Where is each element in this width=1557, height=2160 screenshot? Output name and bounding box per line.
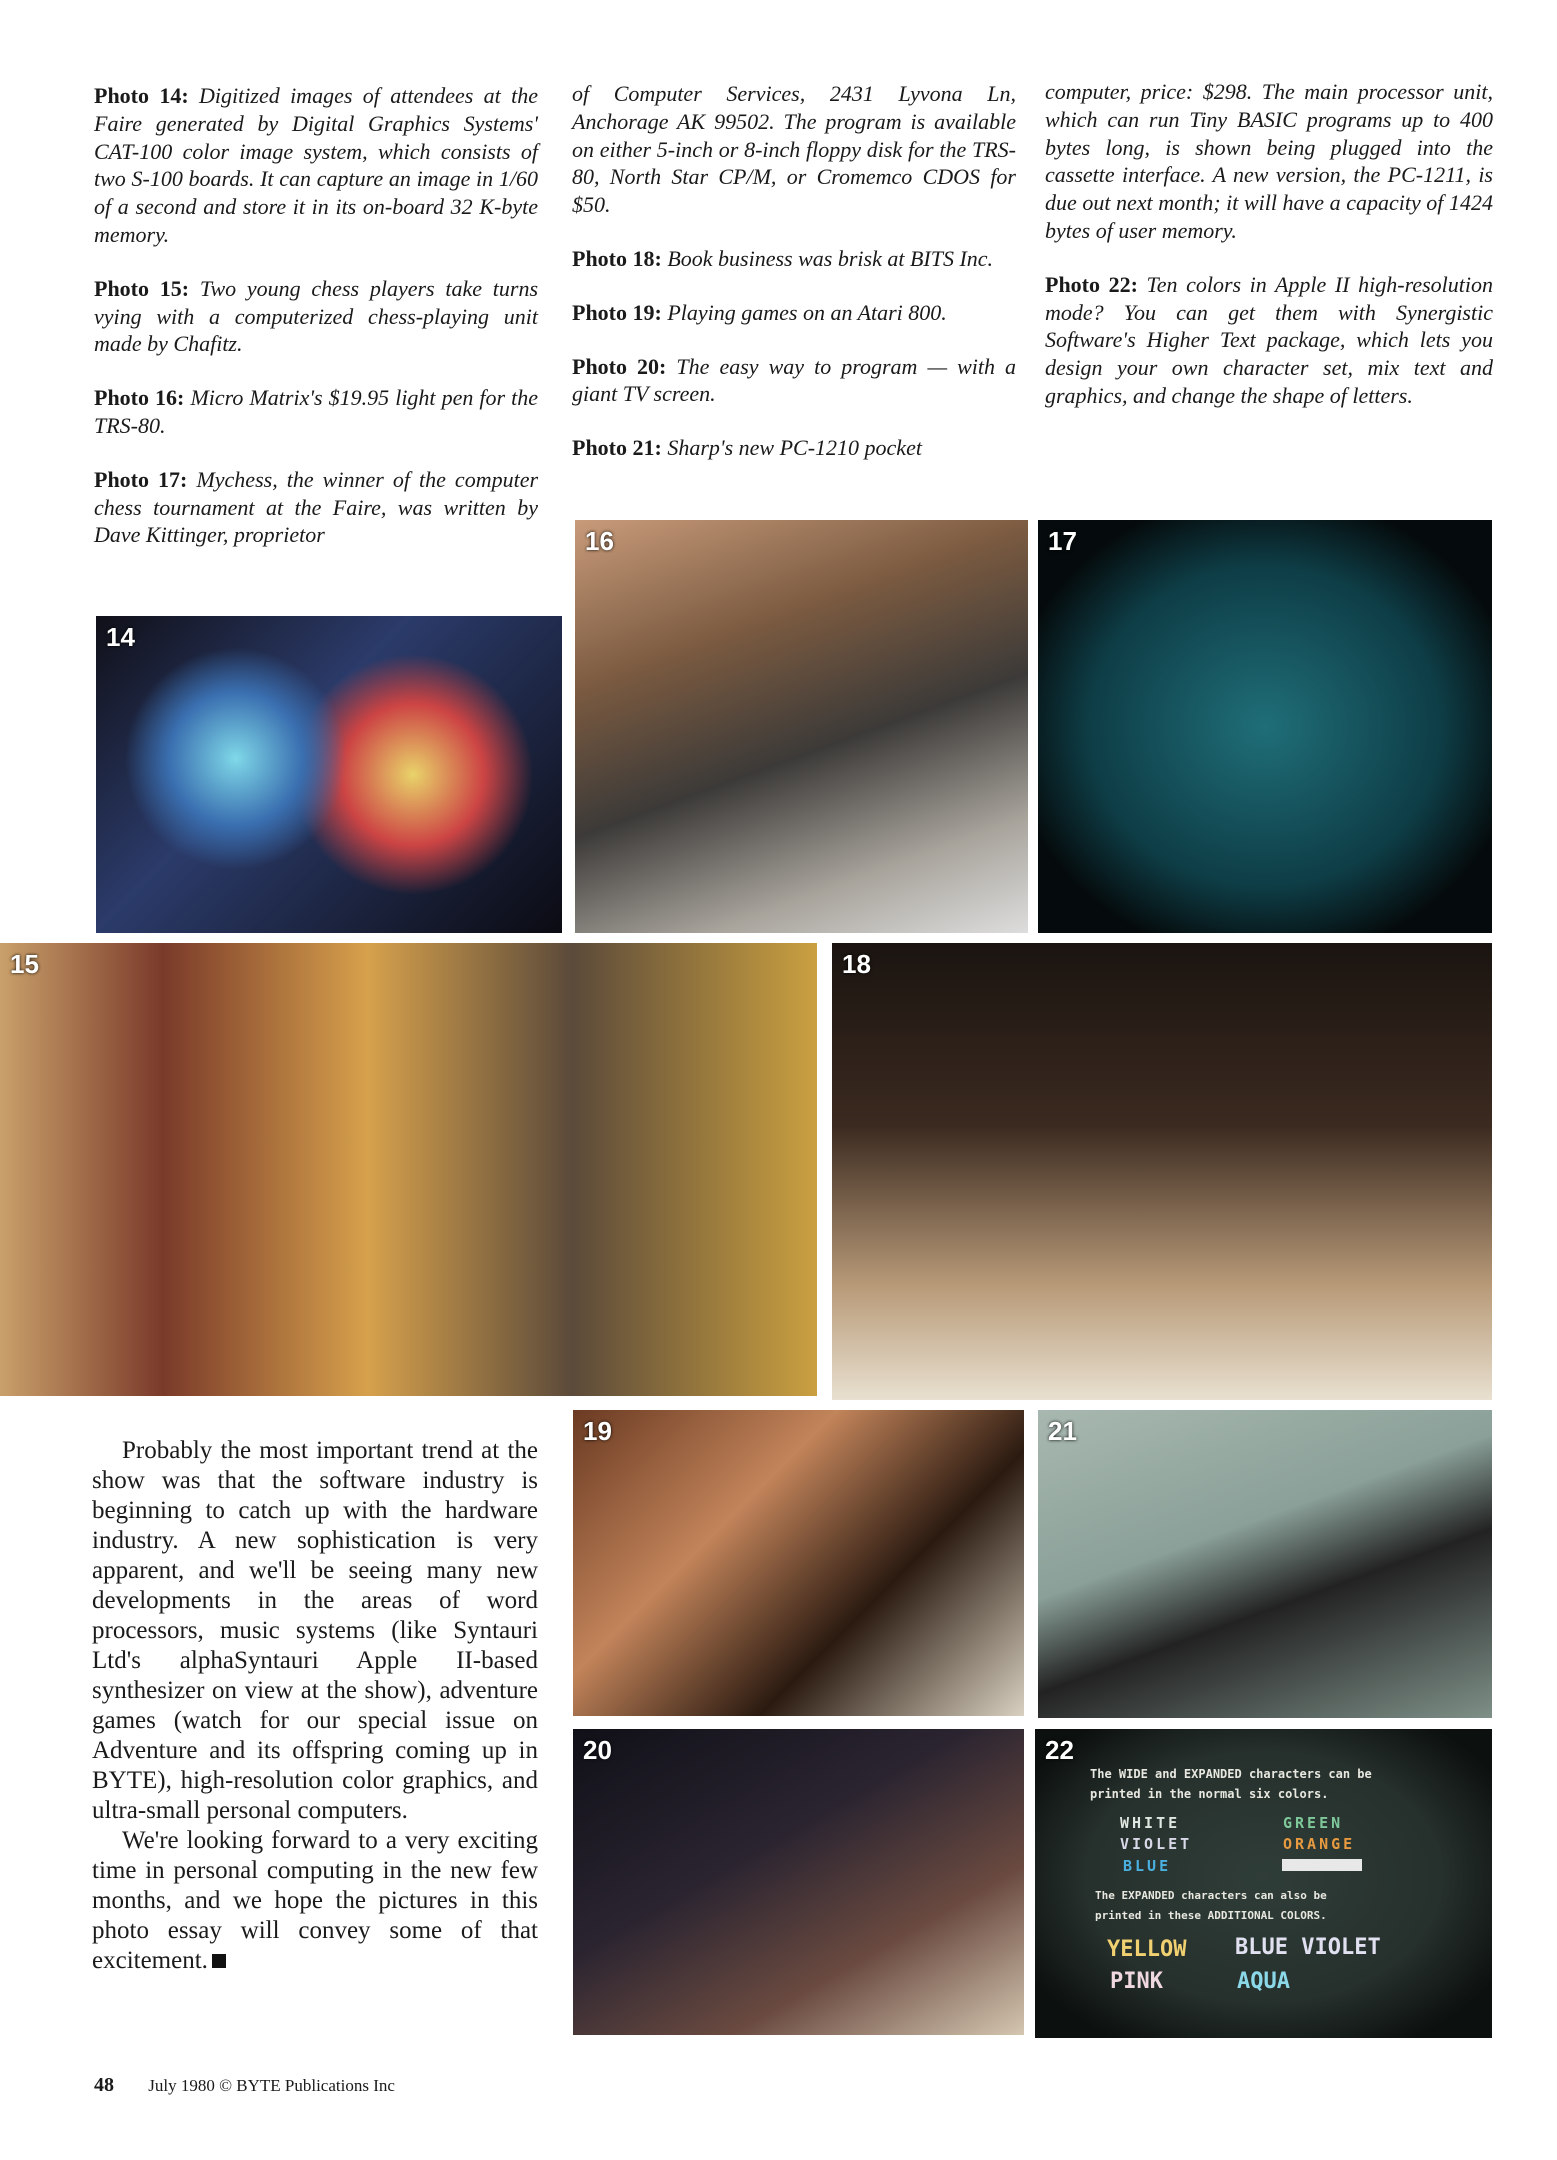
body-text: Probably the most important trend at the show was that the software industry is beginning to catch up with the hardware industry. A new sophistication is very apparent, and we'll be seeing many new developments in the areas of word processors, music systems (like Syntauri Ltd's alphaSyntauri Apple II-based synthesizer on view at the show), adventure games (watch for our special issue on Adventure and its offspring coming up in BYTE), high-resolution color graphics, and ultra-small personal computers. bbox=[92, 1437, 538, 1824]
caption-photo-14 bbox=[94, 82, 538, 249]
caption-text: Micro Matrix's $19.95 light pen for the TRS-80. bbox=[94, 385, 539, 438]
photo-17 bbox=[1038, 520, 1492, 933]
caption-photo-22 bbox=[1045, 271, 1493, 410]
caption-text: The easy way to program — with a giant TV screen. bbox=[572, 353, 1017, 407]
photo-number: 17 bbox=[1048, 526, 1077, 556]
screen-text: The EXPANDED characters can also be bbox=[1095, 1889, 1327, 1902]
photo-number: 18 bbox=[842, 949, 871, 979]
caption-text: computer, price: $298. The main processor unit, which can run Tiny BASIC programs up to 400 bytes long, is shown being plugged into the cassette interface. A new version, the PC-1211, is due out next month; it will have a capacity of 1424 bytes of user memory. bbox=[1045, 79, 1493, 243]
photo-16 bbox=[575, 520, 1028, 933]
body-text: We're looking forward to a very exciting time in personal computing in the new few months, and we hope the pictures in this photo essay will convey some of that excitement. bbox=[92, 1827, 538, 1974]
photo-19 bbox=[573, 1410, 1024, 1716]
caption-text: Sharp's new PC-1210 pocket bbox=[667, 435, 922, 461]
screen-text: printed in these ADDITIONAL COLORS. bbox=[1095, 1909, 1327, 1922]
photo-20 bbox=[573, 1729, 1024, 2035]
screen-text: AQUA bbox=[1237, 1969, 1290, 1994]
caption-column-1 bbox=[94, 82, 538, 575]
caption-label: Photo 17: bbox=[94, 466, 188, 492]
caption-label: Photo 20: bbox=[572, 353, 667, 379]
caption-column-2 bbox=[572, 80, 1016, 488]
caption-photo-21-continued bbox=[1045, 78, 1493, 245]
caption-photo-15 bbox=[94, 275, 538, 358]
photo-21 bbox=[1038, 1410, 1492, 1718]
photo-number: 22 bbox=[1045, 1735, 1074, 1765]
caption-text: Ten colors in Apple II high-resolution mode? You can get them with Synergistic Software's Higher Text package, which lets you design your own character set, mix text and graphics, and change the shape of letters. bbox=[1045, 271, 1493, 408]
caption-text: Digitized images of attendees at the Faire generated by Digital Graphics Systems' CAT-100 color image system, which consists of two S-100 boards. It can capture an image in 1/60 of a second and store it in its on-board 32 K-byte memory. bbox=[94, 83, 539, 247]
photo-number: 16 bbox=[585, 526, 614, 556]
photo-14 bbox=[96, 616, 562, 933]
screen-text: WHITE bbox=[1120, 1814, 1181, 1832]
screen-text: The WIDE and EXPANDED characters can be bbox=[1090, 1767, 1372, 1781]
caption-text: Book business was brisk at BITS Inc. bbox=[667, 245, 994, 271]
footer-credit: July 1980 © BYTE Publications Inc bbox=[148, 2076, 395, 2095]
screen-text: GREEN bbox=[1283, 1814, 1344, 1832]
caption-photo-17 bbox=[94, 466, 538, 549]
caption-photo-18 bbox=[572, 245, 1016, 273]
caption-label: Photo 16: bbox=[94, 385, 185, 411]
body-paragraph bbox=[92, 1826, 538, 1976]
article-body bbox=[92, 1436, 538, 1976]
photo-22 bbox=[1035, 1729, 1492, 2038]
caption-label: Photo 15: bbox=[94, 275, 190, 301]
caption-text: Playing games on an Atari 800. bbox=[667, 299, 947, 325]
photo-number: 15 bbox=[10, 949, 39, 979]
screen-text: printed in the normal six colors. bbox=[1090, 1787, 1329, 1801]
photo-number: 20 bbox=[583, 1735, 612, 1765]
screen-text: BLUE bbox=[1123, 1857, 1172, 1875]
caption-text: of Computer Services, 2431 Lyvona Ln, Anchorage AK 99502. The program is available on either 5-inch or 8-inch floppy disk for the TRS-80, North Star CP/M, or Cromemco CDOS for $50. bbox=[572, 81, 1016, 218]
photo-number: 19 bbox=[583, 1416, 612, 1446]
photo-number: 14 bbox=[106, 622, 135, 652]
caption-photo-17-continued bbox=[572, 80, 1016, 219]
caption-text: Two young chess players take turns vying with a computerized chess-playing unit made by Chafitz. bbox=[94, 275, 539, 357]
screen-text: VIOLET bbox=[1120, 1835, 1193, 1853]
photo-15 bbox=[0, 943, 817, 1396]
page-footer bbox=[94, 2074, 395, 2097]
caption-photo-19 bbox=[572, 299, 1016, 327]
caption-photo-20 bbox=[572, 353, 1016, 409]
caption-label: Photo 18: bbox=[572, 245, 662, 271]
caption-column-3 bbox=[1045, 78, 1493, 436]
screen-text: ORANGE bbox=[1283, 1835, 1356, 1853]
caption-photo-21 bbox=[572, 434, 1016, 462]
end-mark-icon bbox=[212, 1954, 226, 1968]
caption-label: Photo 14: bbox=[94, 83, 189, 108]
photo-number: 21 bbox=[1048, 1416, 1077, 1446]
screen-text: BLUE VIOLET bbox=[1235, 1935, 1381, 1960]
inverse-block bbox=[1282, 1859, 1362, 1871]
caption-label: Photo 22: bbox=[1045, 271, 1138, 297]
caption-photo-16 bbox=[94, 384, 538, 440]
caption-label: Photo 21: bbox=[572, 435, 662, 461]
screen-text: PINK bbox=[1110, 1969, 1163, 1994]
screen-text: YELLOW bbox=[1107, 1937, 1187, 1962]
body-paragraph bbox=[92, 1436, 538, 1826]
photo-18 bbox=[832, 943, 1492, 1400]
page-number: 48 bbox=[94, 2074, 114, 2096]
caption-label: Photo 19: bbox=[572, 299, 662, 325]
caption-text: Mychess, the winner of the computer chess tournament at the Faire, was written by Dave Kittinger, proprietor bbox=[94, 466, 539, 548]
